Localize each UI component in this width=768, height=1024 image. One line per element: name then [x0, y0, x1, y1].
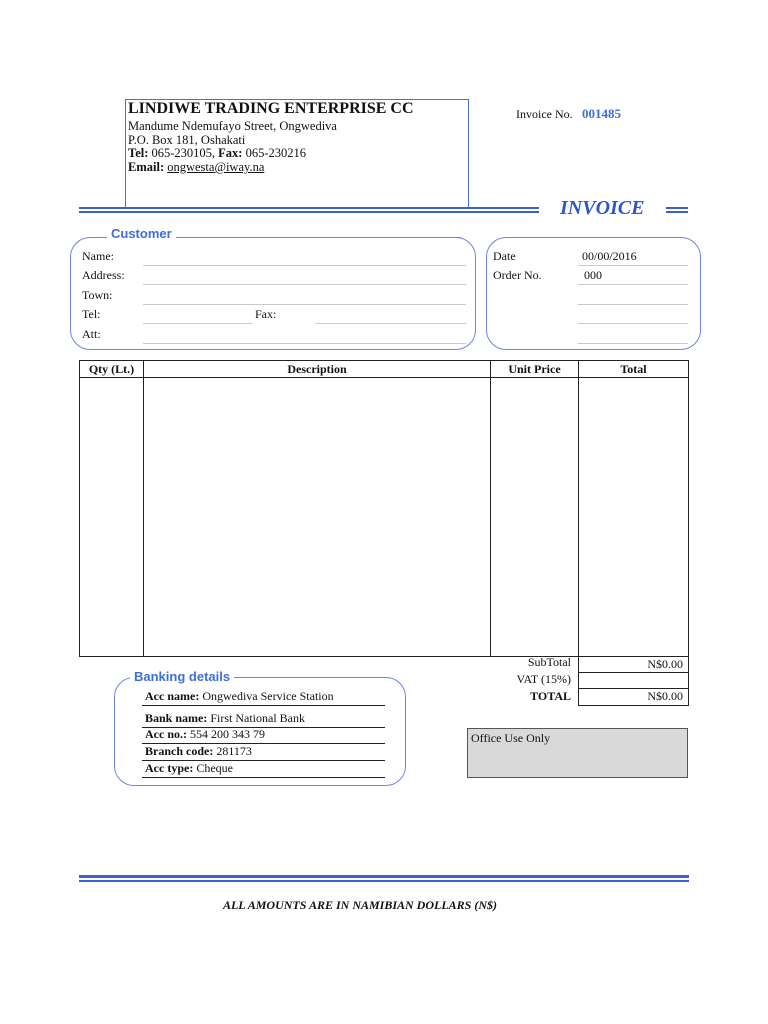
- branch-code-label: Branch code:: [145, 744, 214, 758]
- company-po-box: P.O. Box 181, Oshakati: [128, 133, 246, 147]
- title-rule-left-top: [79, 207, 539, 209]
- acc-no-line: [145, 727, 265, 742]
- date-field-line[interactable]: [578, 265, 688, 266]
- acc-name-line: [145, 689, 334, 704]
- order-extra-line-2[interactable]: [578, 323, 688, 324]
- email-link[interactable]: ongwesta@iway.na: [167, 160, 265, 174]
- title-rule-right-top: [666, 207, 688, 209]
- tel-label: Tel:: [128, 146, 149, 160]
- table-header-divider: [80, 377, 688, 378]
- customer-att-label: Att:: [82, 327, 101, 341]
- company-name: LINDIWE TRADING ENTERPRISE CC: [128, 100, 414, 117]
- customer-att-field[interactable]: [143, 343, 466, 344]
- banking-section-title: Banking details: [130, 669, 234, 684]
- customer-address-field[interactable]: [143, 284, 466, 285]
- order-no-label: Order No.: [493, 268, 542, 282]
- column-header-unit-price: Unit Price: [508, 362, 561, 376]
- customer-tel-field[interactable]: [143, 323, 252, 324]
- title-rule-right-bottom: [666, 211, 688, 213]
- company-email-line: [128, 160, 264, 174]
- company-info-box: [125, 99, 469, 207]
- company-phone-line: [128, 146, 306, 160]
- customer-address-label: Address:: [82, 268, 125, 282]
- fax-label: Fax:: [218, 146, 243, 160]
- column-header-qty: Qty (Lt.): [88, 362, 135, 376]
- column-header-description: Description: [287, 362, 347, 376]
- branch-code-value: 281173: [216, 744, 252, 758]
- total-value: N$0.00: [578, 688, 689, 706]
- order-no-value: 000: [584, 268, 602, 282]
- items-table: [79, 360, 689, 657]
- customer-town-field[interactable]: [143, 304, 466, 305]
- vat-value: [578, 672, 689, 689]
- customer-name-field[interactable]: [143, 265, 466, 266]
- order-extra-line-1[interactable]: [578, 304, 688, 305]
- bank-name-line: [145, 711, 305, 726]
- bank-name-label: Bank name:: [145, 711, 208, 725]
- order-no-field-line[interactable]: [578, 284, 688, 285]
- office-use-label: Office Use Only: [471, 731, 551, 745]
- acc-type-rule: [142, 777, 385, 778]
- footer-rule-bottom: [79, 880, 689, 882]
- acc-type-label: Acc type:: [145, 761, 194, 775]
- date-label: Date: [493, 249, 516, 263]
- bank-name-value: First National Bank: [210, 711, 306, 725]
- invoice-number-label: Invoice No.: [516, 107, 573, 121]
- customer-title-rule: [201, 237, 461, 238]
- invoice-number-value: 001485: [582, 106, 621, 121]
- acc-type-value: Cheque: [196, 761, 233, 775]
- vat-label: VAT (15%): [516, 672, 571, 686]
- customer-town-label: Town:: [82, 288, 113, 302]
- customer-section-title: Customer: [107, 226, 176, 241]
- subtotal-label: SubTotal: [527, 655, 571, 669]
- customer-fax-field[interactable]: [315, 323, 466, 324]
- acc-no-label: Acc no.:: [145, 727, 187, 741]
- acc-name-label: Acc name:: [145, 689, 200, 703]
- customer-panel: [70, 237, 476, 350]
- total-label: TOTAL: [530, 689, 571, 703]
- column-header-total: Total: [620, 362, 647, 376]
- acc-no-value: 554 200 343 79: [190, 727, 265, 741]
- invoice-title: INVOICE: [560, 197, 645, 219]
- tel-value: 065-230105,: [151, 146, 216, 160]
- footer-rule-top: [79, 875, 689, 878]
- acc-name-value: Ongwediva Service Station: [202, 689, 334, 703]
- email-label: Email:: [128, 160, 165, 174]
- column-divider-2: [490, 361, 491, 656]
- title-rule-left-bottom: [79, 211, 539, 213]
- office-use-box: [467, 728, 688, 778]
- customer-tel-label: Tel:: [82, 307, 101, 321]
- column-divider-1: [143, 361, 144, 656]
- customer-fax-label: Fax:: [255, 307, 277, 321]
- footer-currency-note: ALL AMOUNTS ARE IN NAMIBIAN DOLLARS (N$): [222, 898, 498, 912]
- branch-code-line: [145, 744, 252, 759]
- fax-value: 065-230216: [245, 146, 307, 160]
- order-extra-line-3[interactable]: [578, 343, 688, 344]
- acc-type-line: [145, 761, 233, 776]
- acc-name-rule: [142, 705, 385, 706]
- column-divider-3: [578, 361, 579, 656]
- subtotal-value: N$0.00: [578, 656, 689, 673]
- company-street: Mandume Ndemufayo Street, Ongwediva: [128, 119, 337, 133]
- customer-name-label: Name:: [82, 249, 114, 263]
- date-value: 00/00/2016: [582, 249, 637, 263]
